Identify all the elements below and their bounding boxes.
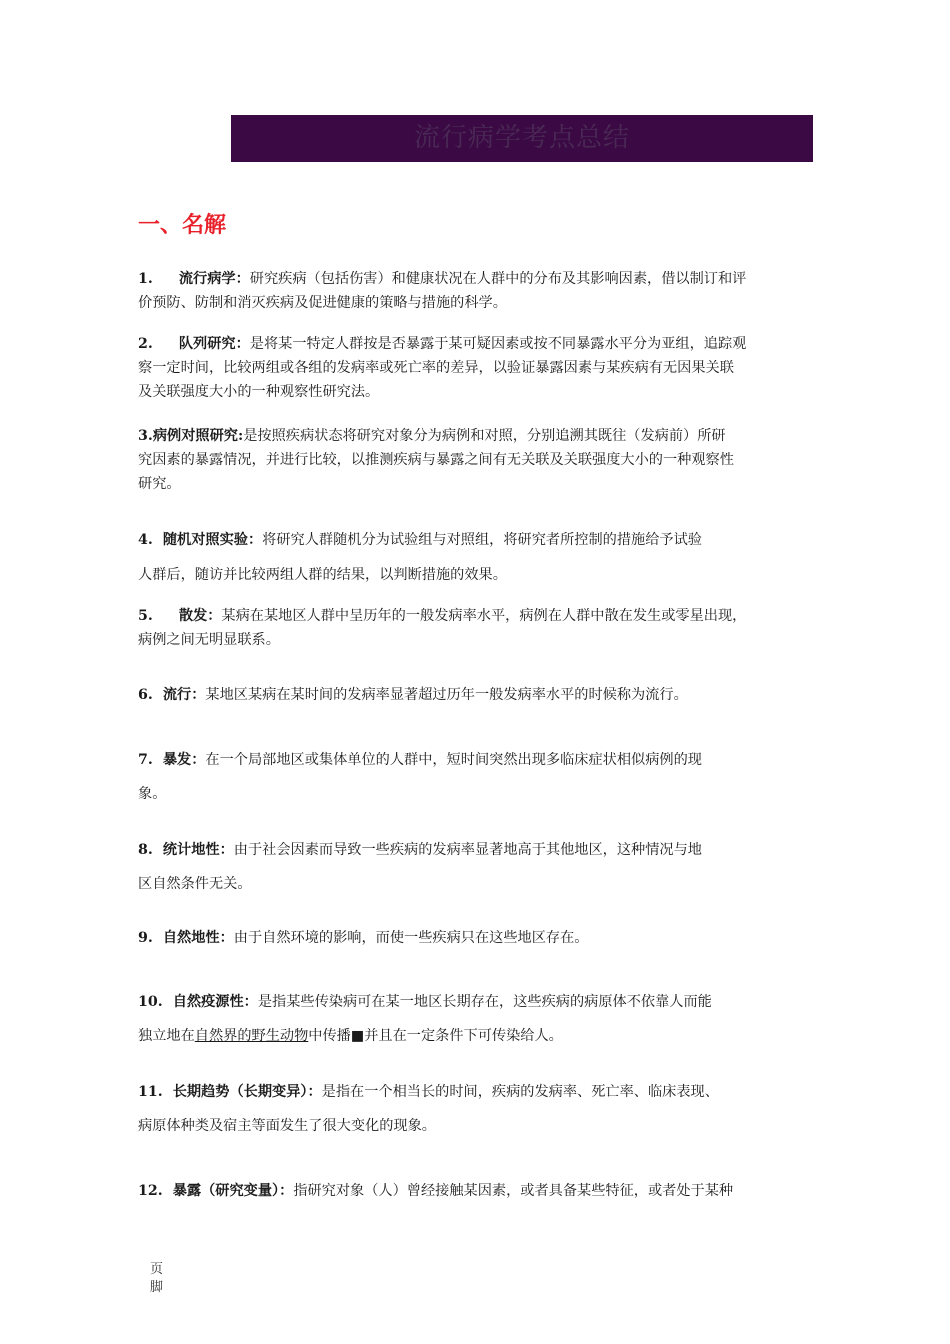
entry-text: 区自然条件无关。: [138, 876, 252, 892]
definition-entry-6: 6. 流行：某地区某病在某时间的发病率显著超过历年一般发病率水平的时候称为流行。: [138, 687, 688, 703]
entry-text: 是指在一个相当长的时间，疾病的发病率、死亡率、临床表现、: [321, 1084, 719, 1100]
entry-text: 人群后，随访并比较两组人群的结果，以判断措施的效果。: [138, 567, 507, 583]
entry-number: 12.: [138, 1183, 163, 1199]
entry-text: 由于自然环境的影响，而使一些疾病只在这些地区存在。: [233, 930, 589, 946]
definition-entry-1: 1. 流行病学：研究疾病（包括伤害）和健康状况在人群中的分布及其影响因素，借以制订和评 价预防、防制和消灭疾病及促进健康的策略与措施的科学。: [138, 267, 818, 315]
definition-entry-4: 4. 随机对照实验：将研究人群随机分为试验组与对照组，将研究者所控制的措施给予试验 人群后，随访并比较两组人群的结果，以判断措施的效果。: [138, 528, 818, 587]
entry-term: 队列研究: [178, 336, 236, 352]
definition-entry-7: 7. 暴发：在一个局部地区或集体单位的人群中，短时间突然出现多临床症状相似病例的现 象。: [138, 748, 818, 806]
entry-text: 将研究人群随机分为试验组与对照组，将研究者所控制的措施给予试验: [262, 532, 702, 548]
entry-text: 是将某一特定人群按是否暴露于某可疑因素或按不同暴露水平分为亚组，追踪观: [249, 336, 747, 352]
entry-text: 及关联强度大小的一种观察性研究法。: [138, 384, 380, 400]
entry-text: 是指某些传染病可在某一地区长期存在，这些疾病的病原体不依靠人而能: [257, 994, 712, 1010]
entry-number: 8.: [138, 842, 153, 858]
entry-term: 长期趋势（长期变异）: [172, 1084, 308, 1100]
entry-text: 病例之间无明显联系。: [138, 632, 280, 648]
definition-entry-9: 9. 自然地性：由于自然环境的影响，而使一些疾病只在这些地区存在。: [138, 930, 589, 946]
entry-number: 5.: [138, 608, 153, 624]
footer-label: 脚: [150, 1280, 164, 1295]
entry-number: 2.: [138, 336, 153, 352]
definition-entry-3: 3.病例对照研究:是按照疾病状态将研究对象分为病例和对照，分别追溯其既往（发病前）所研 究因素的暴露情况，并进行比较，以推测疾病与暴露之间有无关联及关联强度大小的一种观察性 研究。: [138, 424, 818, 496]
entry-term: 流行病学: [178, 271, 236, 287]
entry-number: 6.: [138, 687, 153, 703]
definition-entry-2: 2. 队列研究：是将某一特定人群按是否暴露于某可疑因素或按不同暴露水平分为亚组，追踪观 察一定时间，比较两组或各组的发病率或死亡率的差异，以验证暴露因素与某疾病有无因果关联 及关联强度大小的一种观察性研究法。: [138, 332, 818, 404]
entry-text: 病原体种类及宿主等面发生了很大变化的现象。: [138, 1118, 436, 1134]
title-banner: [231, 115, 813, 162]
entry-text: 研究。: [138, 476, 181, 492]
entry-text: 在一个局部地区或集体单位的人群中，短时间突然出现多临床症状相似病例的现: [205, 752, 702, 768]
entry-text: 察一定时间，比较两组或各组的发病率或死亡率的差异，以验证暴露因素与某疾病有无因果关联: [138, 360, 734, 376]
entry-number: 1.: [138, 271, 153, 287]
definition-entry-5: 5. 散发：某病在某地区人群中呈历年的一般发病率水平，病例在人群中散在发生或零星出现， 病例之间无明显联系。: [138, 604, 818, 652]
entry-text: 指研究对象（人）曾经接触某因素，或者具备某些特征，或者处于某种: [293, 1183, 734, 1199]
entry-term: 散发: [178, 608, 208, 624]
entry-text: 独立地在: [138, 1028, 195, 1044]
entry-text: 由于社会因素而导致一些疾病的发病率显著地高于其他地区，这种情况与地: [233, 842, 702, 858]
entry-number: 7.: [138, 752, 153, 768]
entry-term: 流行: [162, 687, 192, 703]
footer-label: 页: [150, 1262, 164, 1277]
entry-text: 某病在某地区人群中呈历年的一般发病率水平，病例在人群中散在发生或零星出现，: [221, 608, 747, 624]
document-title: 流行病学考点总结: [413, 123, 630, 153]
definition-entry-11: 11. 长期趋势（长期变异）：是指在一个相当长的时间，疾病的发病率、死亡率、临床表现、 病原体种类及宿主等面发生了很大变化的现象。: [138, 1080, 818, 1138]
section-heading: 一、名解: [138, 213, 227, 238]
entry-term: 暴露（研究变量）: [172, 1183, 280, 1199]
entry-number: 3.: [138, 428, 153, 444]
entry-text: 某地区某病在某时间的发病率显著超过历年一般发病率水平的时候称为流行。: [205, 687, 688, 703]
entry-text: 象。: [138, 786, 167, 802]
entry-text: 研究疾病（包括伤害）和健康状况在人群中的分布及其影响因素，借以制订和评: [249, 271, 747, 287]
entry-number: 9.: [138, 930, 153, 946]
entry-term: 自然地性: [162, 930, 220, 946]
definition-entry-10: 10. 自然疫源性：是指某些传染病可在某一地区长期存在，这些疾病的病原体不依靠人而能 独立地在自然界的野生动物中传播■并且在一定条件下可传染给人。: [138, 994, 712, 1044]
entry-term: 统计地性: [162, 842, 220, 858]
entry-term: 自然疫源性: [172, 994, 244, 1010]
entry-text: 中传播■并且在一定条件下可传染给人。: [308, 1028, 563, 1044]
entry-text: 究因素的暴露情况，并进行比较，以推测疾病与暴露之间有无关联及关联强度大小的一种观察性: [138, 452, 734, 468]
entry-number: 10.: [138, 994, 163, 1010]
entry-term: 随机对照实验: [162, 532, 248, 548]
entry-term: 暴发: [162, 752, 192, 768]
entry-term: 病例对照研究: [152, 428, 238, 444]
entry-text: 是按照疾病状态将研究对象分为病例和对照，分别追溯其既往（发病前）所研: [243, 428, 726, 444]
entry-number: 4.: [138, 532, 153, 548]
definition-entry-8: 8. 统计地性：由于社会因素而导致一些疾病的发病率显著地高于其他地区，这种情况与地 区自然条件无关。: [138, 838, 818, 896]
entry-text: 价预防、防制和消灭疾病及促进健康的策略与措施的科学。: [138, 295, 507, 311]
definition-entry-12: 12. 暴露（研究变量）：指研究对象（人）曾经接触某因素，或者具备某些特征，或者处于某种: [138, 1183, 734, 1199]
wild-animals-link[interactable]: 自然界的野生动物: [194, 1028, 309, 1044]
entry-number: 11.: [138, 1084, 163, 1100]
